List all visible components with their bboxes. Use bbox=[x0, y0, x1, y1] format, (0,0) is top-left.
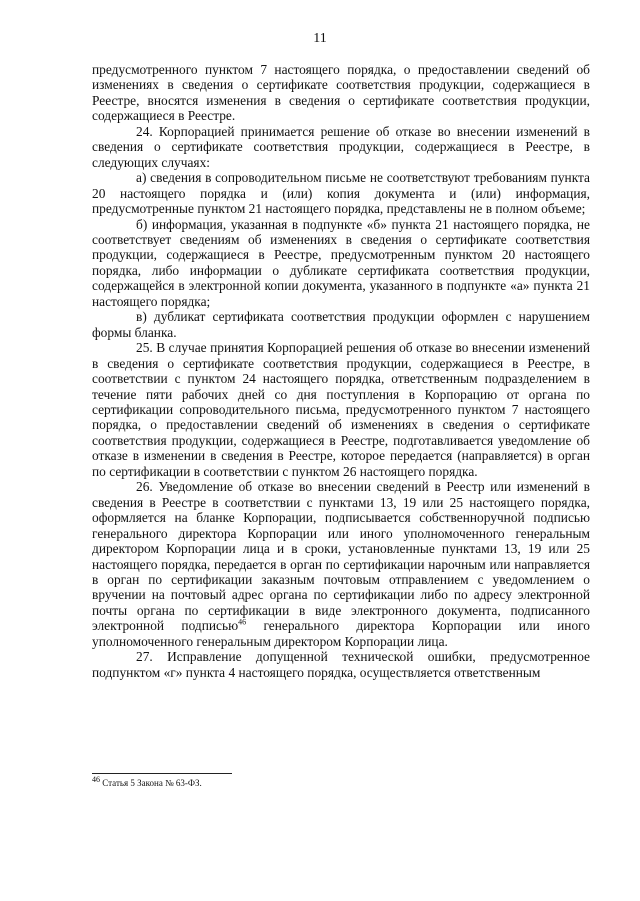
paragraph-24: 24. Корпорацией принимается решение об отказе во внесении изменений в сведения о сертификате соответствия продукции, содержащиеся в Реестре, в следующих случаях: bbox=[92, 123, 590, 170]
footnote-text: Статья 5 Закона № 63-ФЗ. bbox=[100, 778, 202, 788]
paragraph-26 bbox=[92, 479, 590, 649]
paragraph-24-v: в) дубликат сертификата соответствия продукции оформлен с нарушением формы бланка. bbox=[92, 309, 590, 340]
footnote-reference[interactable]: 46 bbox=[238, 617, 247, 627]
footnote-divider bbox=[92, 773, 232, 774]
document-body bbox=[92, 62, 590, 680]
paragraph-27: 27. Исправление допущенной технической ошибки, предусмотренное подпунктом «г» пункта 4 настоящего порядка, осуществляется ответственным bbox=[92, 649, 590, 680]
footnote-mark: 46 bbox=[92, 775, 100, 784]
paragraph-26-tail: генерального директора Корпорации или иного уполномоченного генеральным директором Корпорации лица. bbox=[92, 618, 590, 649]
footnote bbox=[92, 775, 392, 789]
paragraph-24-a: а) сведения в сопроводительном письме не соответствуют требованиям пункта 20 настоящего порядка и (или) копия документа и (или) информация, предусмотренные пунктом 21 настоящего порядка, представлены не в полном объеме; bbox=[92, 170, 590, 217]
paragraph-25: 25. В случае принятия Корпорацией решения об отказе во внесении изменений в сведения о сертификате соответствия продукции, содержащиеся в Реестре, в соответствии с пунктом 24 настоящего порядка, ответственным подразделением в течение пяти рабочих дней со дня поступления в Корпорацию от органа по сертификации сопроводительного письма, предусмотренного пунктом 7 настоящего порядка, о предоставлении сведений об изменениях в сведения о сертификате соответствия продукции, содержащиеся в Реестре, подготавливается уведомление об отказе в изменении в сведения в Реестре, которое передается (направляется) в орган по сертификации в соответствии с пунктом 26 настоящего порядка. bbox=[92, 340, 590, 479]
paragraph-24-b: б) информация, указанная в подпункте «б» пункта 21 настоящего порядка, не соответствует сведениям об изменениях в сведения о сертификате соответствия продукции, содержащиеся в Реестре, предусмотренным пунктом 20 настоящего порядка, либо информации о дубликате сертификата соответствия продукции, содержащейся в электронной копии документа, указанного в подпункте «а» пункта 21 настоящего порядка; bbox=[92, 216, 590, 309]
paragraph-23-end: предусмотренного пунктом 7 настоящего порядка, о предоставлении сведений об изменениях в сведения о сертификате соответствия продукции, содержащиеся в Реестре, вносятся изменения в сведения о сертификате соответствия продукции, содержащиеся в Реестре. bbox=[92, 62, 590, 124]
page-number: 11 bbox=[313, 31, 327, 46]
paragraph-26-text: 26. Уведомление об отказе во внесении сведений в Реестр или изменений в сведения в Реестре в соответствии с пунктами 13, 19 или 25 настоящего порядка, оформляется на бланке Корпорации, подписывается собственноручной подписью генерального директора Корпорации или иного уполномоченного генеральным директором Корпорации лица и в сроки, установленные пунктами 13, 19 или 25 настоящего порядка, передается в орган по сертификации нарочным или направляется в орган по сертификации заказным почтовым отправлением с уведомлением о вручении на почтовый адрес органа по сертификации либо по адресу электронной почты органа по сертификации в виде электронного документа, подписанного электронной подписью bbox=[92, 479, 590, 634]
